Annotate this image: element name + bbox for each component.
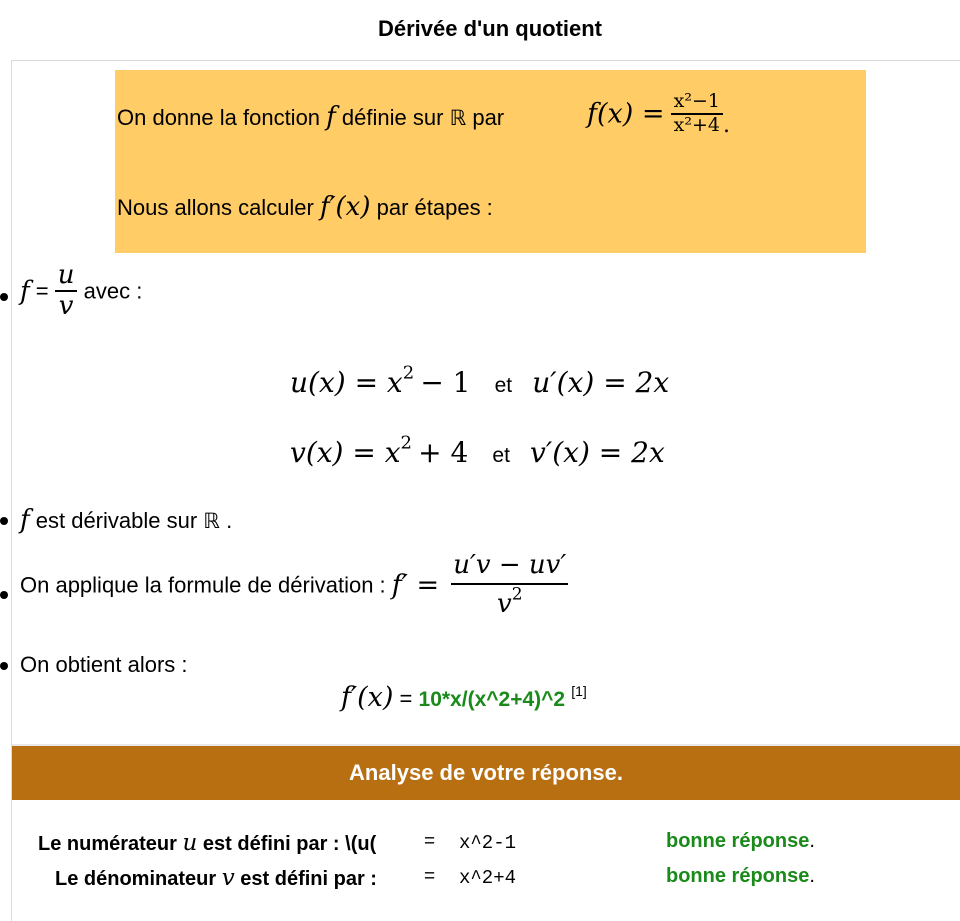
step4-text: On obtient alors :	[20, 652, 188, 677]
u-rhs: − 1	[420, 366, 471, 399]
step3-num: u′v − uv′	[451, 552, 568, 585]
page-title: Dérivée d'un quotient	[377, 16, 603, 41]
step-1	[20, 262, 142, 321]
step1-fraction	[55, 262, 78, 321]
intro-text-2-suffix: par étapes :	[376, 195, 493, 220]
u-line	[290, 362, 670, 399]
u-exp: 2	[402, 362, 415, 384]
step2-f: f	[20, 505, 30, 535]
intro-line-2	[117, 192, 493, 222]
step3-lhs: f′ =	[391, 569, 440, 601]
step3-den-base: v	[497, 589, 512, 620]
intro-text-prefix: On donne la fonction	[117, 105, 321, 130]
step4-lhs: f′(x)	[341, 682, 394, 713]
step1-suffix: avec :	[83, 278, 143, 304]
step2-text: est dérivable sur	[35, 508, 198, 533]
row1-value: x^2-1	[459, 832, 517, 854]
row2-symbol: v	[221, 865, 235, 891]
row1-equals: =	[424, 831, 436, 852]
bullet-2	[0, 517, 8, 525]
fx-fraction	[671, 92, 723, 136]
step3-text: On applique la formule de dérivation :	[20, 572, 386, 598]
step3-den-exp: 2	[511, 584, 523, 605]
analysis-row-2-label	[55, 865, 377, 891]
fprime-x: f′(x)	[320, 192, 371, 222]
intro-text-2-prefix: Nous allons calculer	[117, 195, 314, 220]
row1-label-post: est défini par : \(u(	[202, 833, 377, 855]
step-3	[20, 552, 568, 619]
bullet-4	[0, 662, 8, 670]
row2-verdict-text: bonne réponse	[666, 865, 810, 887]
u-deriv: u′(x) = 2x	[532, 366, 670, 399]
row2-label-pre: Le dénominateur	[55, 868, 217, 890]
step1-num: u	[55, 262, 78, 292]
fx-definition	[587, 92, 730, 138]
u-et: et	[494, 374, 513, 397]
step4-equals: =	[399, 686, 413, 711]
footnote-link[interactable]: [1]	[571, 683, 587, 699]
row2-equals: =	[424, 866, 436, 887]
row2-value: x^2+4	[459, 867, 517, 889]
u-lhs: u(x) = x	[290, 366, 403, 399]
step-2	[20, 505, 232, 535]
v-deriv: v′(x) = 2x	[530, 436, 665, 469]
student-answer: 10*x/(x^2+4)^2	[418, 688, 566, 711]
v-lhs: v(x) = x	[290, 436, 401, 469]
v-rhs: + 4	[418, 436, 469, 469]
step3-fraction	[451, 552, 568, 619]
row1-label-pre: Le numérateur	[38, 833, 177, 855]
row1-verdict-text: bonne réponse	[666, 830, 810, 852]
analysis-banner: Analyse de votre réponse.	[12, 744, 960, 800]
intro-text-par: par	[472, 105, 505, 130]
step2-end: .	[226, 508, 233, 533]
row2-verdict	[666, 865, 815, 888]
bullet-1	[0, 293, 8, 301]
intro-line-1	[117, 102, 504, 132]
fx-lhs: f(x) =	[587, 98, 665, 130]
step2-reals: ℝ	[203, 509, 220, 533]
fx-denominator: x²+4	[673, 113, 720, 136]
step4-result	[341, 682, 587, 713]
intro-box	[115, 70, 866, 253]
reals-symbol: ℝ	[449, 106, 467, 130]
f-symbol: f	[326, 102, 336, 132]
analysis-row-1-label	[38, 830, 376, 856]
step1-equals: =	[35, 278, 49, 304]
row2-period: .	[809, 865, 815, 887]
row1-period: .	[809, 830, 815, 852]
v-et: et	[492, 444, 510, 467]
bullet-3	[0, 591, 8, 599]
step1-den: v	[58, 291, 74, 322]
v-exp: 2	[400, 432, 412, 454]
step1-f: f	[20, 276, 30, 307]
fx-period: .	[722, 112, 730, 138]
row1-symbol: u	[182, 830, 198, 856]
v-line	[290, 432, 665, 469]
intro-text-mid: définie sur	[341, 105, 444, 130]
fx-numerator: x²−1	[671, 92, 723, 115]
row1-verdict	[666, 830, 815, 853]
step3-den	[494, 585, 526, 618]
row2-label-post: est défini par :	[240, 868, 377, 890]
